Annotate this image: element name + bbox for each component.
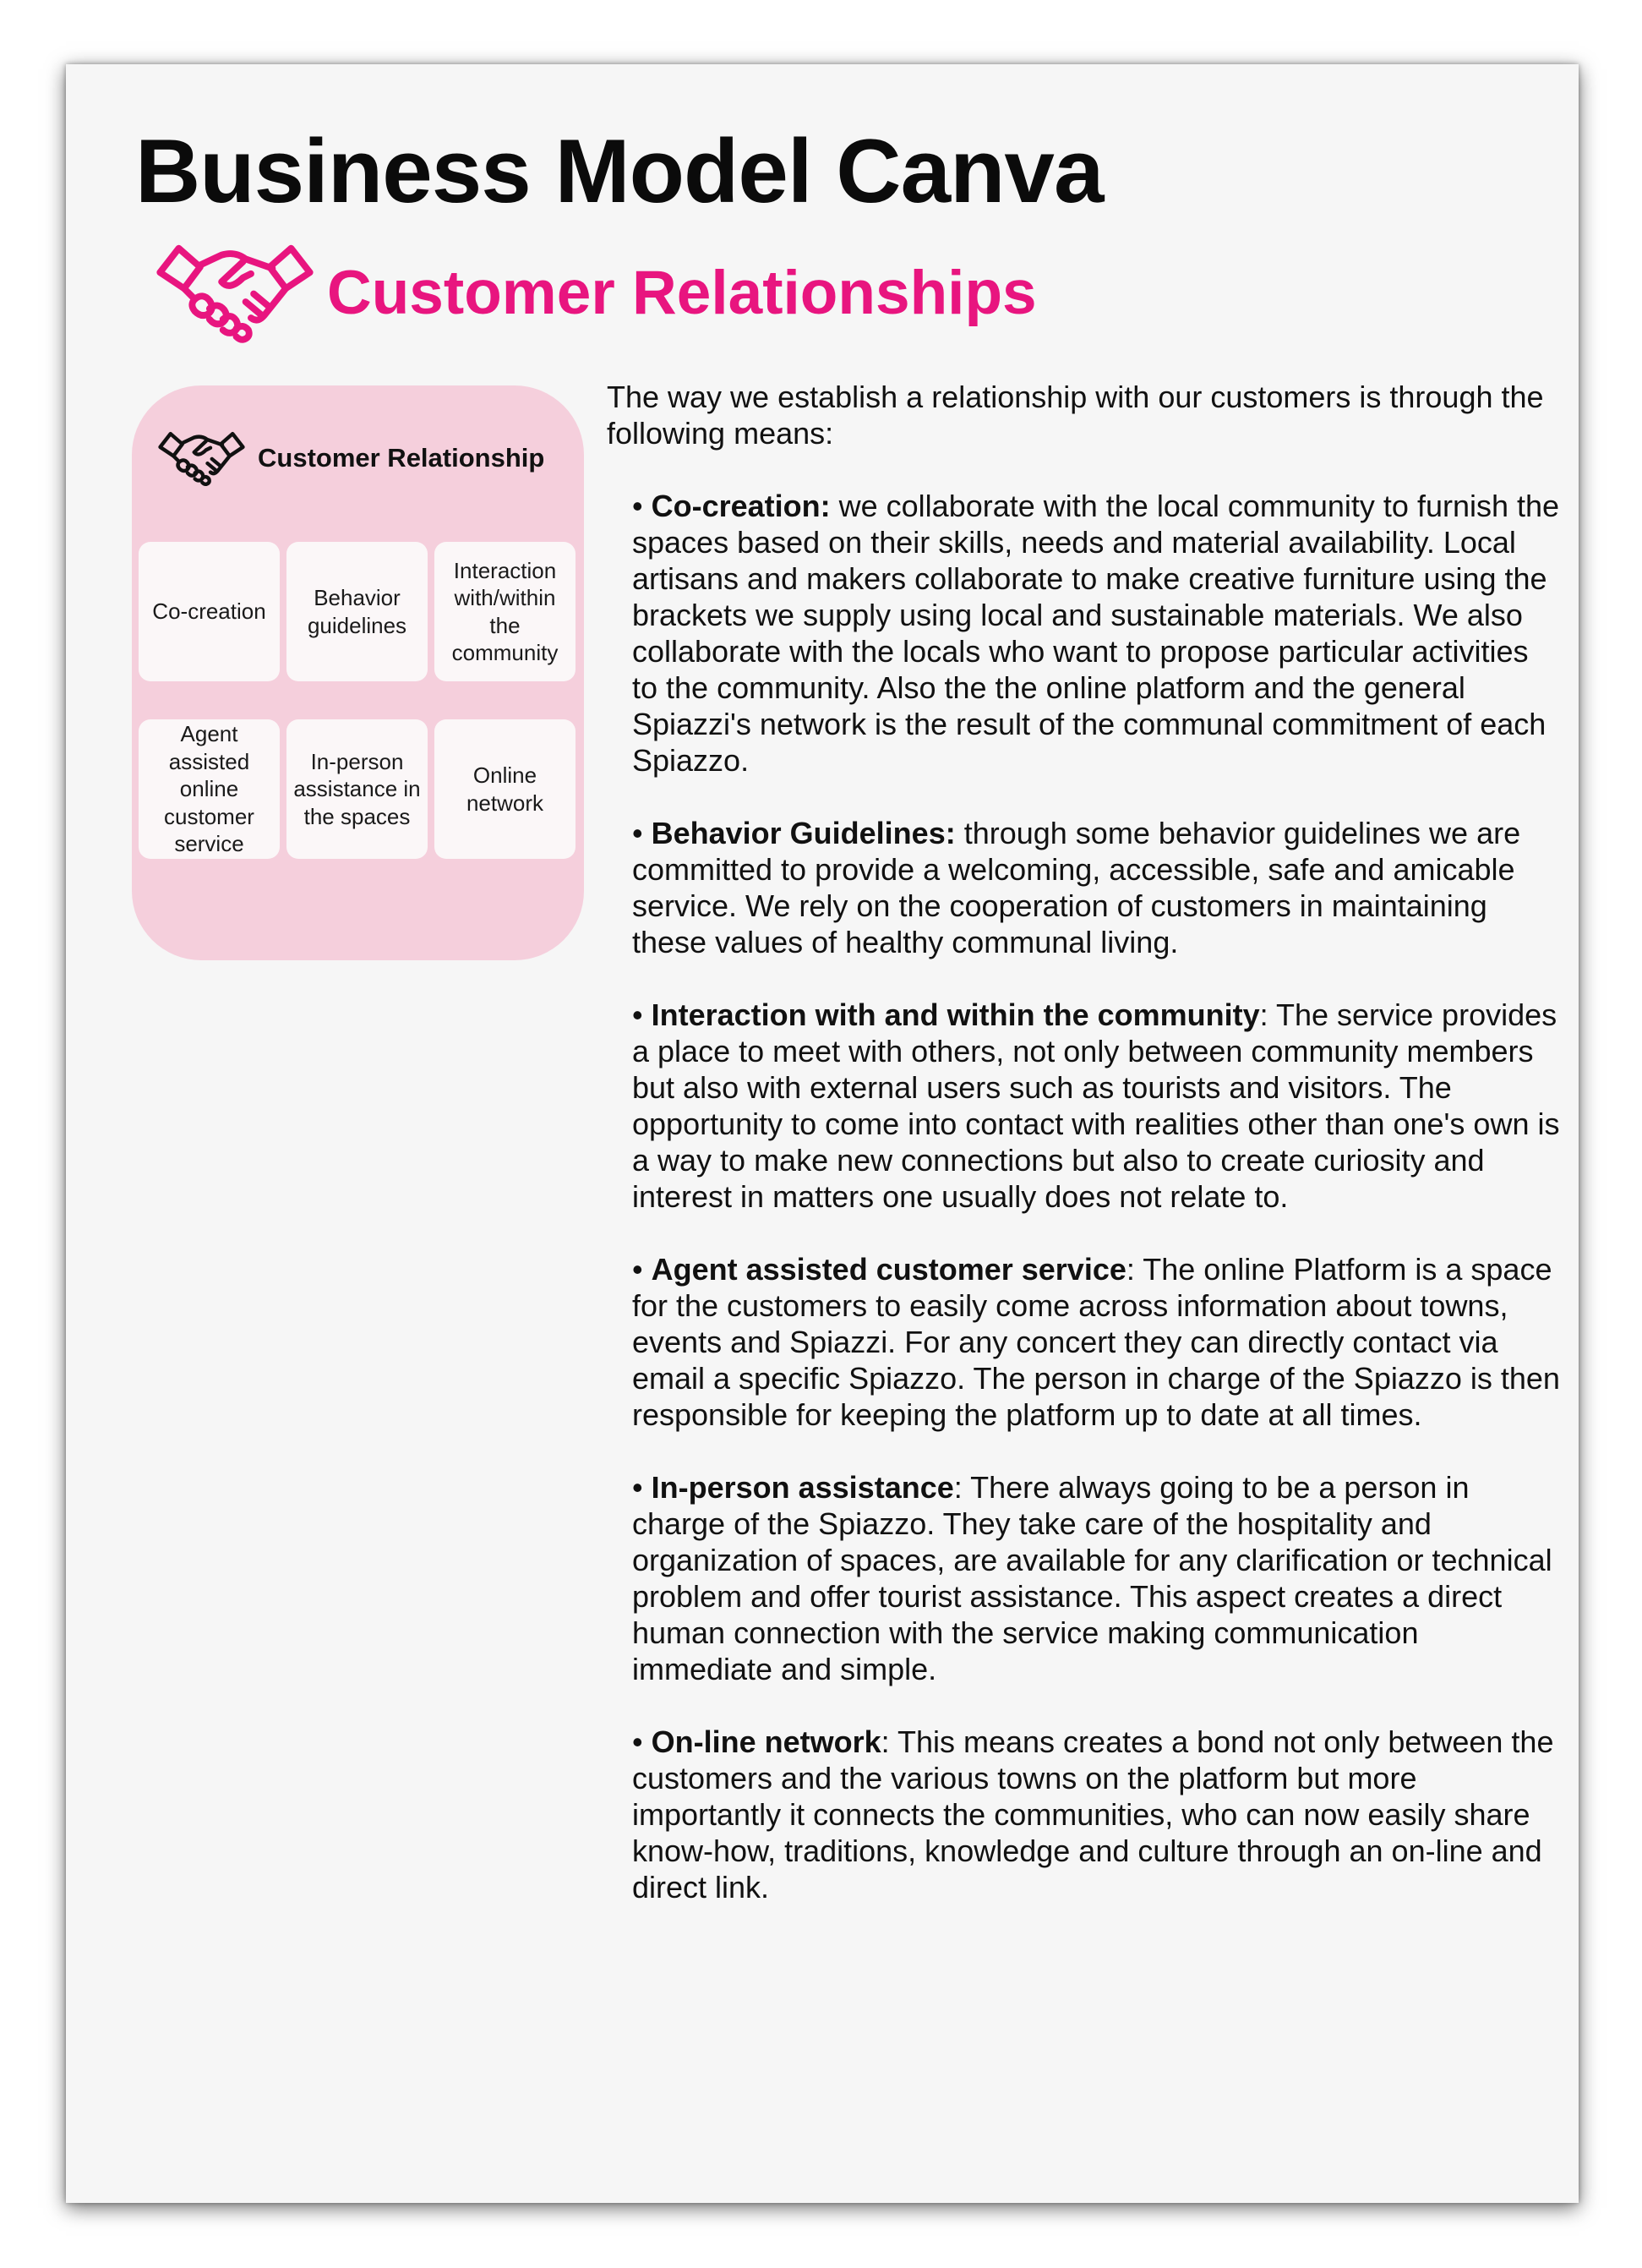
- bullet-label: In-person assistance: [651, 1470, 954, 1505]
- list-item: • Behavior Guidelines: through some behavior guidelines we are committed to provide a welcoming, accessible, safe and amicable service. We rely on the cooperation of customers in maintaining these values of healthy communal living.: [632, 816, 1521, 959]
- bullet-text: : This means creates a bond not only between the customers and the various towns on the platform but more importantly it connects the communities, who can now easily share know-how, traditions, knowledge and culture through an on-line and direct link.: [632, 1724, 1554, 1905]
- handshake-icon: [157, 428, 246, 489]
- section-title: Customer Relationships: [327, 258, 1037, 327]
- bullet-text: we collaborate with the local community to furnish the spaces based on their skills, needs and material availability. Local artisans and makers collaborate to make creative furniture using the brackets we supply using local and sustainable materials. We also collaborate with the locals who want to propose particular activities to the community. Also the the online platform and the general Spiazzi's network is the result of the communal commitment of each Spiazzo.: [632, 489, 1560, 778]
- list-item: • Interaction with and within the community: The service provides a place to meet with others, not only between community members but also with external users such as tourists and visitors. The opportunity to come into contact with realities other than one's own is a way to make new connections but also to create curiosity and interest in matters one usually does not relate to.: [632, 997, 1560, 1214]
- list-item: • In-person assistance: There always going to be a person in charge of the Spiazzo. They take care of the hospitality and organization of spaces, are available for any clarification or technical problem and offer tourist assistance. This aspect creates a direct human connection with the service making communication immediate and simple.: [632, 1470, 1552, 1686]
- tile-co-creation: Co-creation: [139, 542, 280, 681]
- page-title: Business Model Canva: [135, 120, 1104, 221]
- handshake-icon: [155, 238, 315, 347]
- tile-behavior-guidelines: Behavior guidelines: [286, 542, 428, 681]
- bullet-text: : The service provides a place to meet with others, not only between community members but also with external users such as tourists and visitors. The opportunity to come into contact with realities other than one's own is a way to make new connections but also to create curiosity and interest in matters one usually does not relate to.: [632, 997, 1560, 1214]
- bullet-label: On-line network: [651, 1724, 881, 1759]
- bullet-list: [607, 488, 1562, 1905]
- card-title: Customer Relationship: [258, 443, 545, 473]
- bullet-label: Agent assisted customer service: [651, 1252, 1126, 1287]
- bullet-text: : The online Platform is a space for the customers to easily come across information about towns, events and Spiazzi. For any concert they can directly contact via email a specific Spiazzo. The person in charge of the Spiazzo is then responsible for keeping the platform up to date at all times.: [632, 1252, 1560, 1432]
- bullet-text: : There always going to be a person in charge of the Spiazzo. They take care of the hospitality and organization of spaces, are available for any clarification or technical problem and offer tourist assistance. This aspect creates a direct human connection with the service making communication immediate and simple.: [632, 1470, 1552, 1686]
- bullet-label: Behavior Guidelines:: [651, 816, 956, 850]
- tile-in-person-assistance: In-person assistance in the spaces: [286, 719, 428, 859]
- customer-relationship-card: [132, 385, 584, 960]
- bullet-label: Co-creation:: [651, 489, 831, 523]
- list-item: • Co-creation: we collaborate with the local community to furnish the spaces based on their skills, needs and material availability. Local artisans and makers collaborate to make creative furniture using the brackets we supply using local and sustainable materials. We also collaborate with the locals who want to propose particular activities to the community. Also the the online platform and the general Spiazzi's network is the result of the communal commitment of each Spiazzo.: [632, 489, 1560, 778]
- tile-interaction-community: Interaction with/within the community: [434, 542, 576, 681]
- body-text: [607, 379, 1562, 1942]
- list-item: • Agent assisted customer service: The online Platform is a space for the customers to easily come across information about towns, events and Spiazzi. For any concert they can directly contact via email a specific Spiazzo. The person in charge of the Spiazzo is then responsible for keeping the platform up to date at all times.: [632, 1252, 1560, 1432]
- intro-paragraph: The way we establish a relationship with our customers is through the following means:: [607, 380, 1544, 451]
- card-header: [157, 424, 544, 492]
- tile-agent-assisted-service: Agent assisted online customer service: [139, 719, 280, 859]
- tile-online-network: Online network: [434, 719, 576, 859]
- section-header: [155, 238, 1037, 347]
- list-item: • On-line network: This means creates a bond not only between the customers and the various towns on the platform but more importantly it connects the communities, who can now easily share know-how, traditions, knowledge and culture through an on-line and direct link.: [632, 1724, 1554, 1905]
- bullet-text: through some behavior guidelines we are committed to provide a welcoming, accessible, safe and amicable service. We rely on the cooperation of customers in maintaining these values of healthy communal living.: [632, 816, 1521, 959]
- document-page: [66, 64, 1579, 2203]
- bullet-label: Interaction with and within the community: [651, 997, 1260, 1032]
